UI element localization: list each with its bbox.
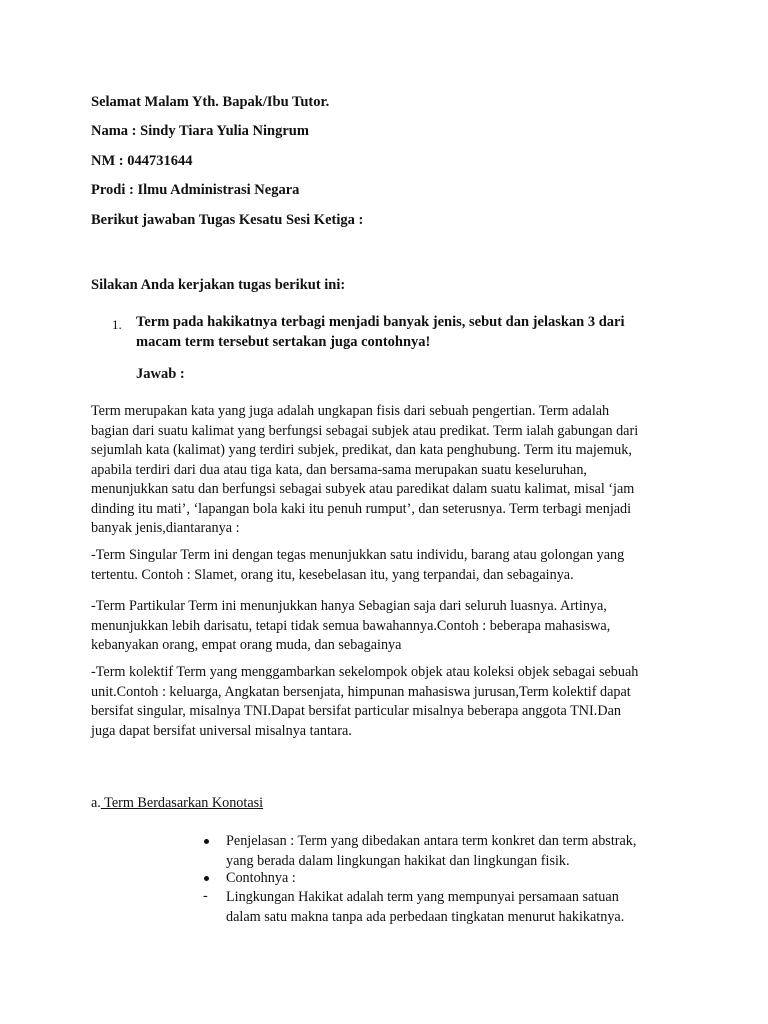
answer-label: Jawab :: [136, 366, 185, 382]
paragraph-line: -Term Partikular Term ini menunjukkan hanya Sebagian saja dari seluruh luasnya. Artinya,: [91, 598, 607, 614]
bullet-penjelasan: [226, 832, 636, 871]
term-kolektif-paragraph: [91, 663, 691, 741]
dash-item-line: dalam satu makna tanpa ada perbedaan tingkatan menurut hakikatnya.: [226, 908, 625, 925]
paragraph-line: -Term Singular Term ini dengan tegas menunjukkan satu individu, barang atau golongan yang: [91, 547, 625, 563]
question-line-1: Term pada hakikatnya terbagi menjadi banyak jenis, sebut dan jelaskan 3 dari: [136, 314, 625, 330]
bullet-dot-icon: [204, 839, 209, 844]
paragraph-line: -Term kolektif Term yang menggambarkan sekelompok objek atau koleksi objek sebagai sebuah: [91, 664, 639, 680]
paragraph-line: kebanyakan orang, empat orang muda, dan sebagainya: [91, 637, 402, 653]
paragraph-line: menunjukkan satu dan berfungsi sebagai subyek atau paredikat dalam suatu kalimat, misal ‘jam: [91, 481, 635, 497]
student-number: NM : 044731644: [91, 153, 193, 169]
study-program: Prodi : Ilmu Administrasi Negara: [91, 182, 300, 198]
section-a-prefix: a.: [91, 795, 101, 811]
question-text: [136, 313, 625, 352]
intro-line: Berikut jawaban Tugas Kesatu Sesi Ketiga :: [91, 212, 364, 228]
question-line-2: macam term tersebut sertakan juga contohnya!: [136, 333, 431, 350]
dash-item-line: Lingkungan Hakikat adalah term yang mempunyai persamaan satuan: [226, 889, 619, 905]
task-heading: Silakan Anda kerjakan tugas berikut ini:: [91, 277, 346, 293]
dash-marker: -: [203, 888, 208, 904]
paragraph-line: menunjukkan lebih darisatu, tetapi tidak semua bawahannya.Contoh : beberapa mahasiswa,: [91, 617, 611, 634]
dash-item-lingkungan: [226, 888, 624, 927]
paragraph-line: sejumlah kata (kalimat) yang terdiri subjek, predikat, dan kata penghubung. Term itu majemuk,: [91, 442, 632, 458]
bullet-line: yang berada dalam lingkungan hakikat dan lingkungan fisik.: [226, 852, 570, 869]
bullet-dot-icon: [204, 876, 209, 881]
paragraph-line: dinding itu mati’, ‘lapangan bola kaki itu penuh rumput’, dan seterusnya. Term terbagi menjadi: [91, 500, 632, 517]
term-singular-paragraph: [91, 546, 691, 585]
paragraph-line: Term merupakan kata yang juga adalah ungkapan fisis dari sebuah pengertian. Term adalah: [91, 403, 610, 419]
answer-paragraph-intro: [91, 402, 691, 539]
student-name: Nama : Sindy Tiara Yulia Ningrum: [91, 123, 309, 139]
bullet-contohnya: Contohnya :: [226, 870, 296, 886]
question-number: 1.: [112, 317, 122, 332]
paragraph-line: tertentu. Contoh : Slamet, orang itu, kesebelasan itu, yang terpandai, dan sebagainya.: [91, 566, 574, 583]
term-partikular-paragraph: [91, 597, 691, 656]
bullet-line: Penjelasan : Term yang dibedakan antara term konkret dan term abstrak,: [226, 833, 637, 849]
greeting-line: Selamat Malam Yth. Bapak/Ibu Tutor.: [91, 94, 330, 110]
section-a-heading: [91, 794, 263, 814]
paragraph-line: apabila terdiri dari dua atau tiga kata, dan bersama-sama merupakan suatu keseluruhan,: [91, 461, 587, 478]
paragraph-line: bersifat singular, misalnya TNI.Dapat bersifat particular misalnya beberapa anggota TNI.Dan: [91, 703, 621, 719]
paragraph-line: banyak jenis,diantaranya :: [91, 520, 240, 536]
paragraph-line: juga dapat bersifat universal misalnya tantara.: [91, 722, 352, 739]
paragraph-line: bagian dari suatu kalimat yang berfungsi sebagai subjek atau predikat. Term ialah gabungan dari: [91, 422, 639, 439]
section-a-title: Term Berdasarkan Konotasi: [100, 795, 264, 811]
paragraph-line: unit.Contoh : keluarga, Angkatan bersenjata, himpunan mahasiswa jurusan,Term kolektif dapat: [91, 683, 631, 700]
